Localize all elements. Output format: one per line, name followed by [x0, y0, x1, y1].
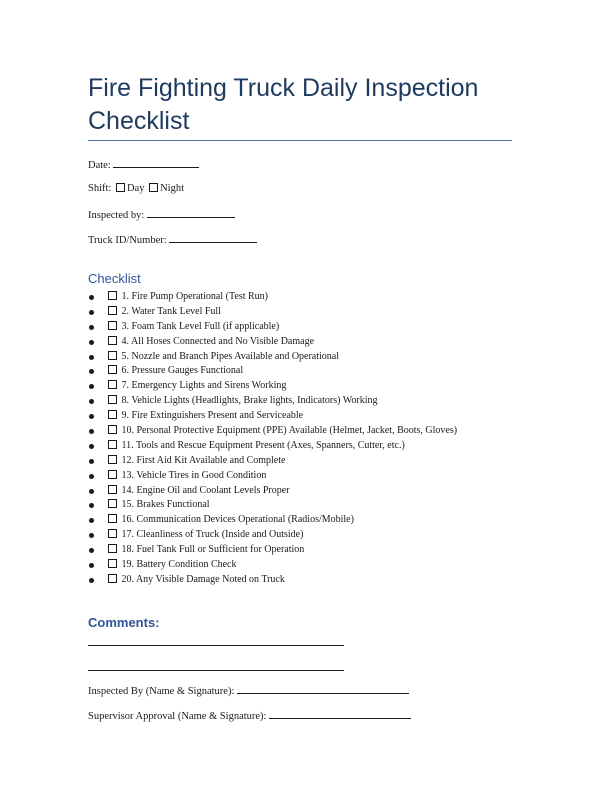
bullet-icon [89, 548, 94, 553]
checklist-item-checkbox[interactable] [108, 559, 117, 568]
supervisor-approval-label: Supervisor Approval (Name & Signature): [88, 711, 267, 722]
inspected-by-field [88, 208, 235, 221]
bullet-icon [89, 399, 94, 404]
checklist-item-label: 18. Fuel Tank Full or Sufficient for Operation [121, 544, 305, 556]
checklist-item [88, 498, 457, 513]
truck-id-label: Truck ID/Number: [88, 235, 167, 246]
bullet-icon [89, 295, 94, 300]
bullet-icon [89, 459, 94, 464]
checklist-item [88, 439, 457, 454]
bullet-icon [89, 369, 94, 374]
checklist-item-checkbox[interactable] [108, 499, 117, 508]
checklist-item-label: 16. Communication Devices Operational (Radios/Mobile) [121, 514, 354, 526]
bullet-icon [89, 310, 94, 315]
checklist-item-label: 7. Emergency Lights and Sirens Working [121, 380, 287, 392]
checklist-item [88, 379, 457, 394]
checklist-item-checkbox[interactable] [108, 410, 117, 419]
bullet-icon [89, 429, 94, 434]
checklist-item-checkbox[interactable] [108, 380, 117, 389]
shift-label: Shift: [88, 183, 112, 194]
checklist-item [88, 454, 457, 469]
bullet-icon [89, 578, 94, 583]
checklist-item-label: 9. Fire Extinguishers Present and Serviceable [121, 410, 304, 422]
checklist-item [88, 513, 457, 528]
checklist-item [88, 469, 457, 484]
checklist-item-checkbox[interactable] [108, 544, 117, 553]
checklist-item-checkbox[interactable] [108, 365, 117, 374]
date-label: Date: [88, 160, 111, 171]
checklist-item [88, 543, 457, 558]
shift-night-checkbox[interactable] [149, 183, 158, 192]
checklist-item-label: 15. Brakes Functional [121, 499, 210, 511]
checklist-item [88, 290, 457, 305]
checklist-item-label: 20. Any Visible Damage Noted on Truck [121, 573, 285, 585]
checklist-item-label: 6. Pressure Gauges Functional [121, 365, 244, 377]
bullet-icon [89, 325, 94, 330]
checklist-item-label: 13. Vehicle Tires in Good Condition [121, 469, 267, 481]
bullet-icon [89, 533, 94, 538]
checklist [88, 290, 457, 588]
checklist-heading: Checklist [88, 271, 141, 286]
checklist-item-checkbox[interactable] [108, 470, 117, 479]
supervisor-approval-field [88, 709, 411, 722]
shift-night-label: Night [160, 183, 185, 194]
inspected-by-signature-label: Inspected By (Name & Signature): [88, 686, 235, 697]
checklist-item [88, 484, 457, 499]
checklist-item-checkbox[interactable] [108, 351, 117, 360]
checklist-item-label: 5. Nozzle and Branch Pipes Available and Operational [121, 350, 340, 362]
document-title: Fire Fighting Truck Daily Inspection Checklist [88, 74, 479, 135]
comment-line-2[interactable] [88, 670, 344, 671]
checklist-item [88, 394, 457, 409]
bullet-icon [89, 355, 94, 360]
checklist-item-label: 14. Engine Oil and Coolant Levels Proper [121, 484, 290, 496]
truck-id-field [88, 233, 257, 246]
bullet-icon [89, 384, 94, 389]
checklist-item [88, 409, 457, 424]
checklist-item [88, 320, 457, 335]
bullet-icon [89, 474, 94, 479]
checklist-item-label: 8. Vehicle Lights (Headlights, Brake lights, Indicators) Working [121, 395, 378, 407]
checklist-item-checkbox[interactable] [108, 514, 117, 523]
checklist-item-checkbox[interactable] [108, 529, 117, 538]
checklist-item-label: 1. Fire Pump Operational (Test Run) [121, 291, 268, 302]
inspected-by-label: Inspected by: [88, 210, 145, 221]
checklist-item [88, 364, 457, 379]
checklist-item [88, 350, 457, 365]
bullet-icon [89, 340, 94, 345]
date-field [88, 158, 199, 171]
checklist-item-label: 11. Tools and Rescue Equipment Present (Axes, Spanners, Cutter, etc.) [121, 439, 405, 451]
checklist-item-checkbox[interactable] [108, 574, 117, 583]
checklist-item-label: 10. Personal Protective Equipment (PPE) Available (Helmet, Jacket, Boots, Gloves) [121, 425, 458, 437]
checklist-item-label: 2. Water Tank Level Full [121, 305, 221, 317]
date-blank-line[interactable] [113, 158, 199, 168]
checklist-item-label: 12. First Aid Kit Available and Complete [121, 454, 286, 466]
checklist-item-label: 4. All Hoses Connected and No Visible Damage [121, 335, 315, 347]
checklist-item [88, 305, 457, 320]
title-divider [88, 140, 512, 141]
checklist-item-label: 19. Battery Condition Check [121, 559, 237, 571]
inspected-by-signature-field [88, 684, 409, 697]
shift-field [88, 183, 184, 194]
checklist-item-checkbox[interactable] [108, 306, 117, 315]
checklist-item-checkbox[interactable] [108, 336, 117, 345]
checklist-item [88, 528, 457, 543]
inspected-by-blank-line[interactable] [147, 208, 235, 218]
checklist-item [88, 558, 457, 573]
checklist-item-checkbox[interactable] [108, 440, 117, 449]
checklist-item-label: 17. Cleanliness of Truck (Inside and Outside) [121, 529, 304, 541]
bullet-icon [89, 518, 94, 523]
comment-line-1[interactable] [88, 645, 344, 646]
bullet-icon [89, 503, 94, 508]
checklist-item-checkbox[interactable] [108, 395, 117, 404]
checklist-item [88, 573, 457, 588]
truck-id-blank-line[interactable] [169, 233, 257, 243]
supervisor-approval-line[interactable] [269, 709, 411, 719]
bullet-icon [89, 563, 94, 568]
checklist-item-checkbox[interactable] [108, 291, 117, 300]
checklist-item-checkbox[interactable] [108, 425, 117, 434]
checklist-item-checkbox[interactable] [108, 321, 117, 330]
checklist-item-checkbox[interactable] [108, 455, 117, 464]
checklist-item [88, 424, 457, 439]
inspected-by-signature-line[interactable] [237, 684, 409, 694]
checklist-item-checkbox[interactable] [108, 485, 117, 494]
bullet-icon [89, 444, 94, 449]
shift-day-checkbox[interactable] [116, 183, 125, 192]
shift-day-label: Day [126, 183, 145, 194]
comments-heading: Comments: [88, 615, 160, 630]
bullet-icon [89, 489, 94, 494]
bullet-icon [89, 414, 94, 419]
checklist-item [88, 335, 457, 350]
checklist-item-label: 3. Foam Tank Level Full (if applicable) [121, 320, 280, 332]
